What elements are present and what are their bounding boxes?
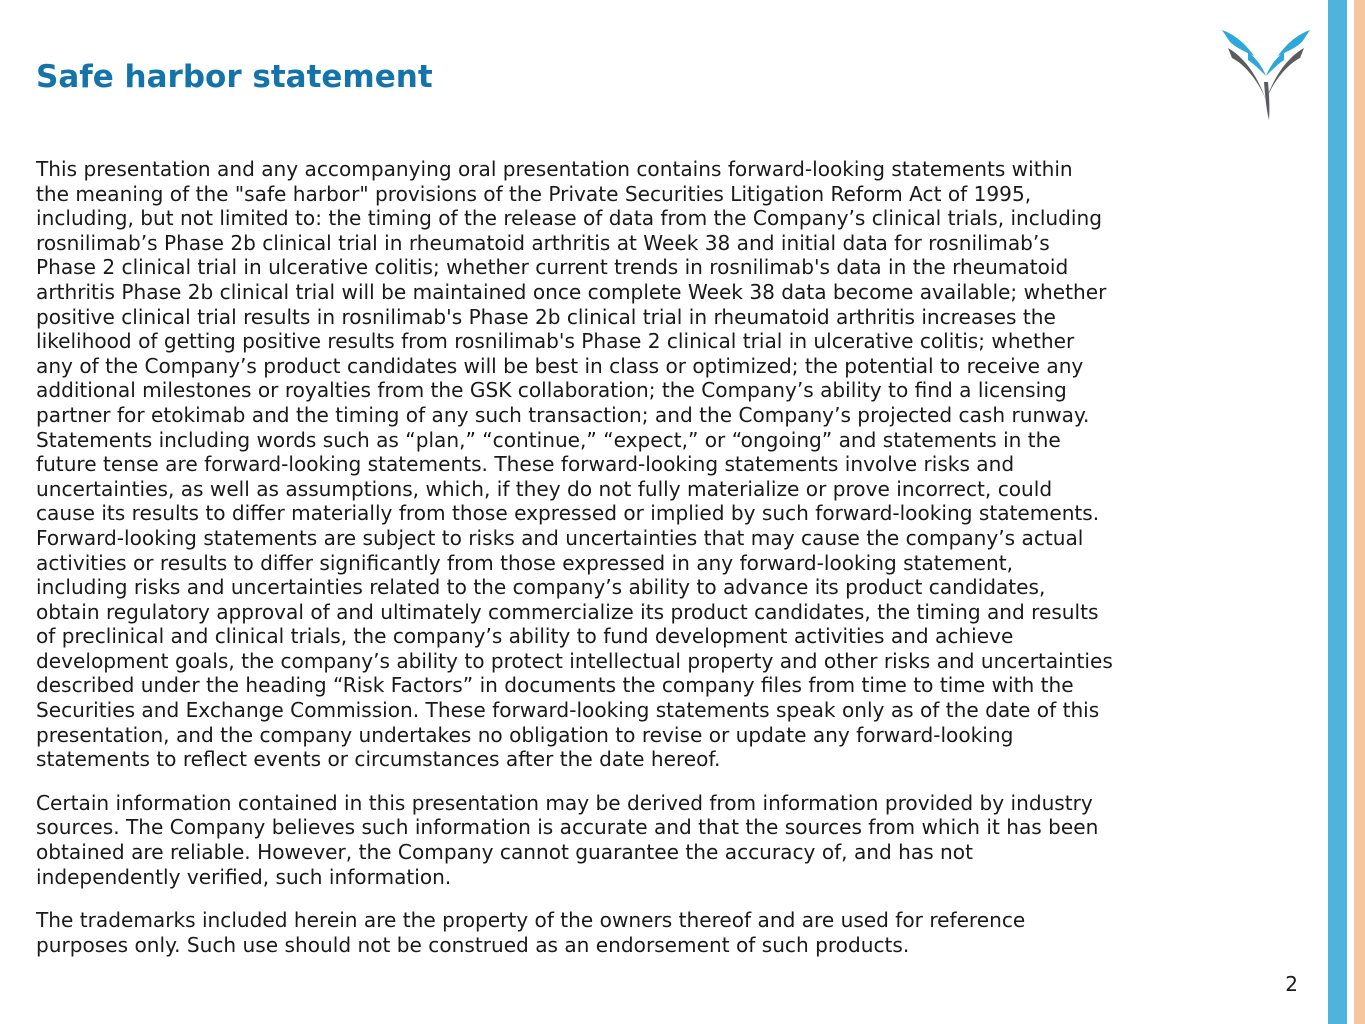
trademarks-paragraph: The trademarks included herein are the property of the owners thereof and are used for reference purposes only. Such use should not be construed as an endorsement of such products. (36, 908, 1026, 957)
accent-stripe-gap (1347, 0, 1354, 1024)
industry-sources-paragraph: Certain information contained in this presentation may be derived from information provided by industry sources. The Company believes such information is accurate and that the sources from which it has been obtained are reliable. However, the Company cannot guarantee the accuracy of, and has not independently verified, such information. (36, 790, 1099, 889)
body-text (36, 157, 1276, 976)
accent-stripe-blue (1328, 0, 1347, 1024)
accent-stripe-peach (1354, 0, 1365, 1024)
company-logo-icon (1218, 22, 1314, 122)
page-title: Safe harbor statement (36, 59, 433, 95)
forward-looking-paragraph: This presentation and any accompanying oral presentation contains forward-looking statements within the meaning of the "safe harbor" provisions of the Private Securities Litigation Reform Act of 1995, including, but not limited to: the timing of the release of data from the Company’s clinical trials, including rosnilimab’s Phase 2b clinical trial in rheumatoid arthritis at Week 38 and initial data for rosnilimab’s Phase 2 clinical trial in ulcerative colitis; whether current trends in rosnilimab's data in the rheumatoid arthritis Phase 2b clinical trial will be maintained once complete Week 38 data become available; whether positive clinical trial results in rosnilimab's Phase 2b clinical trial in rheumatoid arthritis increases the likelihood of getting positive results from rosnilimab's Phase 2 clinical trial in ulcerative colitis; whether any of the Company’s product candidates will be best in class or optimized; the potential to receive any additional milestones or royalties from the GSK collaboration; the Company’s ability to find a licensing partner for etokimab and the timing of any such transaction; and the Company’s projected cash runway. Statements including words such as “plan,” “continue,” “expect,” or “ongoing” and statements in the future tense are forward-looking statements. These forward-looking statements involve risks and uncertainties, as well as assumptions, which, if they do not fully materialize or prove incorrect, could cause its results to differ materially from those expressed or implied by such forward-looking statements. Forward-looking statements are subject to risks and uncertainties that may cause the company’s actual activities or results to differ significantly from those expressed in any forward-looking statement, including risks and uncertainties related to the company’s ability to advance its product candidates, obtain regulatory approval of and ultimately commercialize its product candidates, the timing and results of preclinical and clinical trials, the company’s ability to fund development activities and achieve development goals, the company’s ability to protect intellectual property and other risks and uncertainties described under the heading “Risk Factors” in documents the company files from time to time with the Securities and Exchange Commission. These forward-looking statements speak only as of the date of this presentation, and the company undertakes no obligation to revise or update any forward-looking statements to reflect events or circumstances after the date hereof. (36, 157, 1113, 772)
page-number: 2 (1285, 972, 1298, 996)
